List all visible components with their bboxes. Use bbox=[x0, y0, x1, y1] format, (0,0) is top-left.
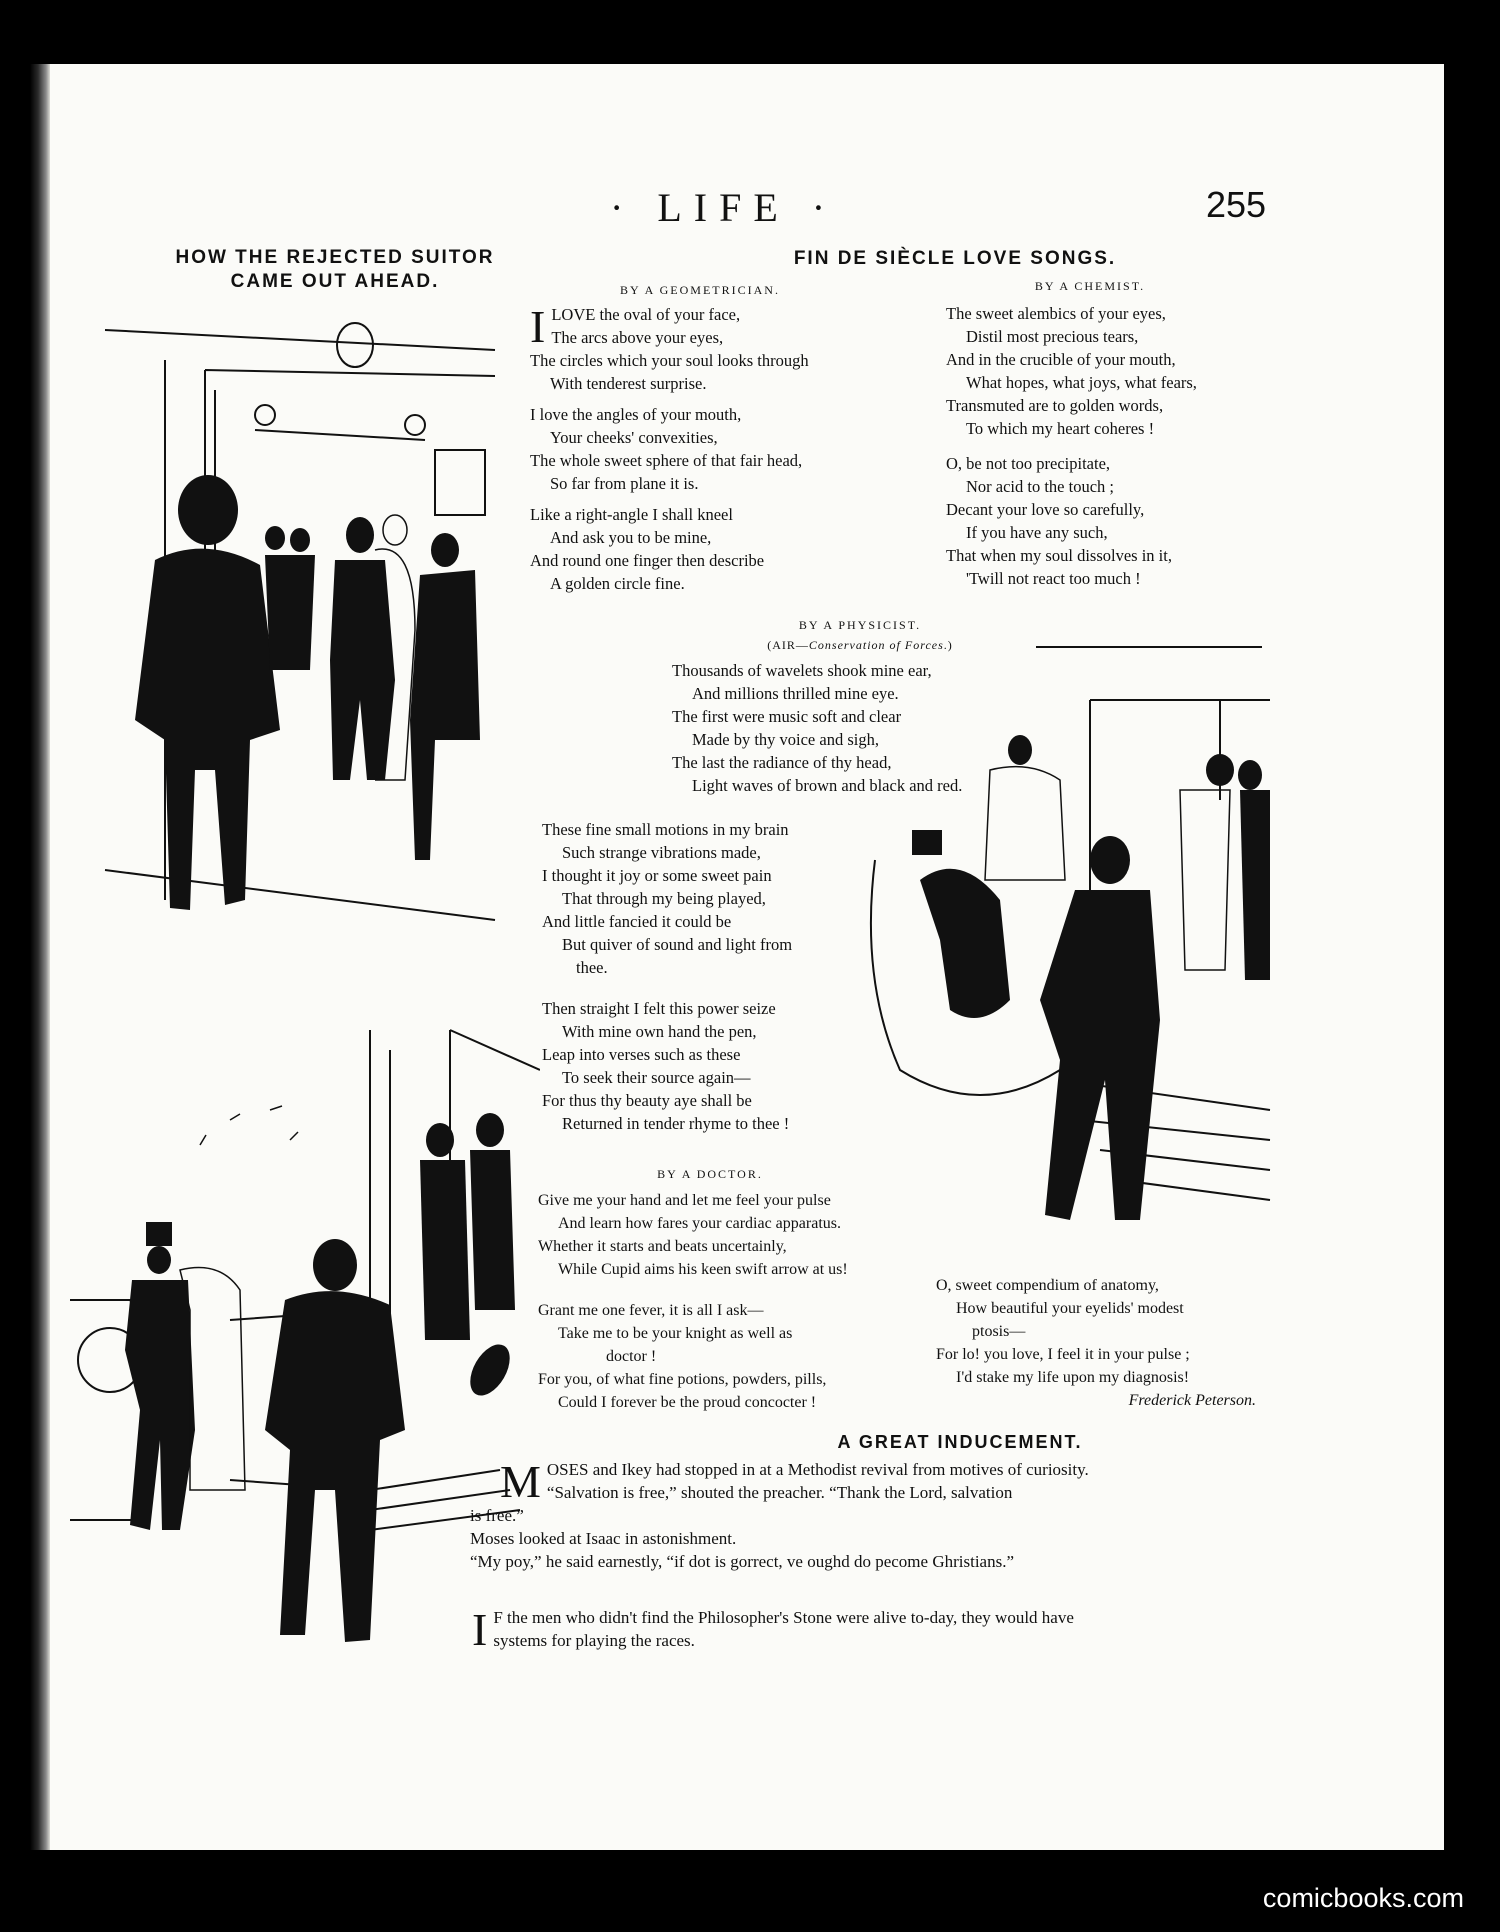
poem-line: Nor acid to the touch ; bbox=[966, 477, 1115, 496]
prose-line: systems for playing the races. bbox=[493, 1631, 695, 1650]
poem-line: To seek their source again— bbox=[562, 1068, 751, 1087]
poem-line: I'd stake my life upon my diagnosis! bbox=[956, 1369, 1190, 1386]
poem-line: For you, of what fine potions, powders, pills, bbox=[538, 1371, 827, 1388]
poem-line: And round one finger then describe bbox=[530, 551, 765, 570]
poem-line: Then straight I felt this power seize bbox=[542, 999, 776, 1018]
poem-line: Leap into verses such as these bbox=[542, 1045, 741, 1064]
poem-line: Transmuted are to golden words, bbox=[946, 396, 1164, 415]
poem-line: How beautiful your eyelids' modest bbox=[956, 1300, 1184, 1317]
poem-line: So far from plane it is. bbox=[550, 474, 699, 493]
poem-line: I thought it joy or some sweet pain bbox=[542, 866, 772, 885]
chemist-poem bbox=[946, 302, 1266, 598]
physicist-air bbox=[700, 638, 1020, 653]
poem-line: And millions thrilled mine eye. bbox=[692, 684, 899, 703]
book-spine bbox=[0, 64, 50, 1850]
poem-line: Light waves of brown and black and red. bbox=[692, 776, 963, 795]
doctor-stanza-1 bbox=[538, 1189, 908, 1281]
geometrician-byline: BY A GEOMETRICIAN. bbox=[620, 283, 780, 297]
poem-line: 'Twill not react too much ! bbox=[966, 569, 1141, 588]
illustration-rejected-suitor bbox=[75, 300, 515, 940]
poem-line: The sweet alembics of your eyes, bbox=[946, 304, 1166, 323]
prose-line: “My poy,” he said earnestly, “if dot is gorrect, ve oughd do pecome Ghristians.” bbox=[470, 1552, 1014, 1571]
poem-line: Distil most precious tears, bbox=[966, 327, 1139, 346]
chemist-byline: BY A CHEMIST. bbox=[1034, 279, 1146, 293]
poem-line: The circles which your soul looks through bbox=[530, 351, 809, 370]
poem-line: While Cupid aims his keen swift arrow at us! bbox=[558, 1261, 848, 1278]
poem-line: If you have any such, bbox=[966, 523, 1108, 542]
suitor-heading-line-2: CAME OUT AHEAD. bbox=[230, 271, 440, 292]
poem-line: O, be not too precipitate, bbox=[946, 454, 1111, 473]
air-title: Conservation of Forces bbox=[808, 638, 944, 652]
masthead: · LIFE · bbox=[610, 185, 838, 230]
poem-line: O, sweet compendium of anatomy, bbox=[936, 1277, 1159, 1294]
doctor-byline: BY A DOCTOR. bbox=[657, 1167, 763, 1181]
poem-line: And ask you to be mine, bbox=[550, 528, 712, 547]
poem-line: And in the crucible of your mouth, bbox=[946, 350, 1176, 369]
poem-line: With mine own hand the pen, bbox=[562, 1022, 757, 1041]
page-number: 255 bbox=[1206, 184, 1267, 225]
poem-line: That through my being played, bbox=[562, 889, 766, 908]
poem-line: Give me your hand and let me feel your pulse bbox=[538, 1192, 831, 1209]
chemist-stanza-1 bbox=[946, 302, 1266, 440]
poem-line: And learn how fares your cardiac apparatus. bbox=[558, 1215, 841, 1232]
poem-line: Like a right-angle I shall kneel bbox=[530, 505, 733, 524]
poem-line: The last the radiance of thy head, bbox=[672, 753, 892, 772]
poem-line: And little fancied it could be bbox=[542, 912, 732, 931]
poem-line: The arcs above your eyes, bbox=[551, 328, 724, 347]
author-signature: Frederick Peterson. bbox=[1128, 1392, 1256, 1409]
chemist-stanza-2 bbox=[946, 452, 1266, 590]
physicist-stanza-3 bbox=[542, 997, 862, 1135]
illustration-departure-scene bbox=[70, 1010, 540, 1660]
poem-line: What hopes, what joys, what fears, bbox=[966, 373, 1197, 392]
poem-line: Take me to be your knight as well as bbox=[558, 1325, 793, 1342]
prose-line: Moses looked at Isaac in astonishment. bbox=[470, 1529, 737, 1548]
prose-line: F the men who didn't find the Philosopher's Stone were alive to-day, they would have bbox=[493, 1608, 1074, 1627]
air-prefix: (AIR— bbox=[767, 638, 809, 652]
inducement-text bbox=[470, 1458, 1260, 1573]
geometrician-dropcap: I bbox=[530, 301, 546, 352]
poem-line: Made by thy voice and sigh, bbox=[692, 730, 879, 749]
poem-line: With tenderest surprise. bbox=[550, 374, 707, 393]
physicist-stanza-2 bbox=[542, 818, 862, 979]
poem-line: A golden circle fine. bbox=[550, 574, 685, 593]
songs-heading: FIN DE SIÈCLE LOVE SONGS. bbox=[793, 248, 1117, 269]
suitor-heading bbox=[150, 246, 520, 294]
illustration-stairs-scene bbox=[860, 680, 1280, 1240]
poem-line: Returned in tender rhyme to thee ! bbox=[562, 1114, 790, 1133]
inducement-heading: A GREAT INDUCEMENT. bbox=[837, 1432, 1083, 1452]
poem-line: For lo! you love, I feel it in your pulse ; bbox=[936, 1346, 1190, 1363]
poem-line: LOVE the oval of your face, bbox=[551, 305, 741, 324]
geometrician-stanza-2 bbox=[530, 403, 890, 495]
suitor-heading-line-1: HOW THE REJECTED SUITOR bbox=[175, 247, 495, 268]
poem-line: I love the angles of your mouth, bbox=[530, 405, 742, 424]
doctor-stanza-3 bbox=[936, 1274, 1256, 1412]
poem-line: Whether it starts and beats uncertainly, bbox=[538, 1238, 787, 1255]
poem-line: The first were music soft and clear bbox=[672, 707, 902, 726]
poem-line: Such strange vibrations made, bbox=[562, 843, 761, 862]
poem-line: These fine small motions in my brain bbox=[542, 820, 789, 839]
poem-line: That when my soul dissolves in it, bbox=[946, 546, 1172, 565]
doctor-stanza-2 bbox=[538, 1299, 908, 1414]
physicist-byline: BY A PHYSICIST. bbox=[798, 618, 922, 632]
geometrician-stanza-3 bbox=[530, 503, 890, 595]
air-suffix: .) bbox=[943, 638, 953, 652]
poem-line: The whole sweet sphere of that fair head, bbox=[530, 451, 803, 470]
philosopher-dropcap: I bbox=[472, 1604, 488, 1655]
poem-line: Grant me one fever, it is all I ask— bbox=[538, 1302, 764, 1319]
geometrician-stanza-1 bbox=[530, 303, 890, 395]
poem-line: For thus thy beauty aye shall be bbox=[542, 1091, 752, 1110]
poem-line: But quiver of sound and light from bbox=[562, 935, 793, 954]
prose-line: “Salvation is free,” shouted the preacher. “Thank the Lord, salvation bbox=[546, 1483, 1013, 1502]
poem-line: Your cheeks' convexities, bbox=[550, 428, 718, 447]
poem-line: ptosis— bbox=[972, 1323, 1026, 1340]
poem-line: Decant your love so carefully, bbox=[946, 500, 1145, 519]
inducement-dropcap: M bbox=[500, 1456, 541, 1507]
poem-line: Could I forever be the proud concocter ! bbox=[558, 1394, 817, 1411]
prose-line: OSES and Ikey had stopped in at a Methodist revival from motives of curiosity. bbox=[546, 1460, 1089, 1479]
geometrician-poem bbox=[530, 303, 890, 603]
poem-line: To which my heart coheres ! bbox=[966, 419, 1155, 438]
prose-line: is free.” bbox=[470, 1506, 524, 1525]
site-watermark: comicbooks.com bbox=[1262, 1883, 1464, 1913]
divider-rule bbox=[1036, 646, 1262, 648]
poem-line: Thousands of wavelets shook mine ear, bbox=[672, 661, 932, 680]
poem-line: thee. bbox=[576, 958, 608, 977]
philosopher-text bbox=[472, 1604, 1262, 1655]
poem-line: doctor ! bbox=[606, 1348, 657, 1365]
